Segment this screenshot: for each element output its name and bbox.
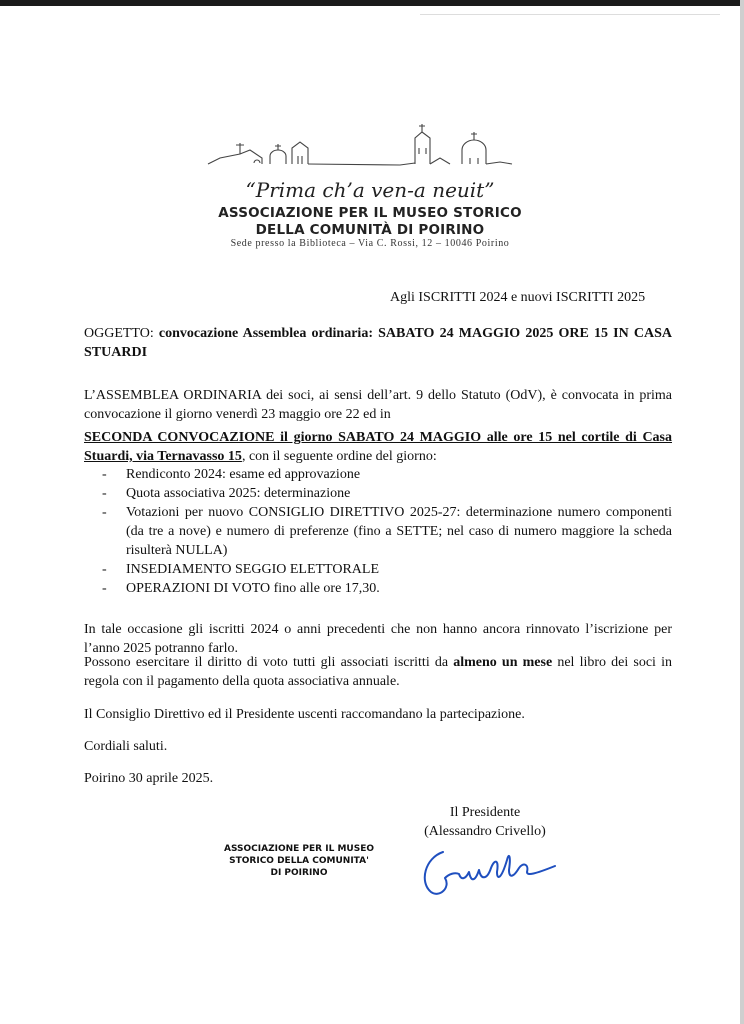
subject-label: OGGETTO: <box>84 326 159 341</box>
letterhead-seat-address: Sede presso la Biblioteca – Via C. Rossi, 12 – 10046 Poirino <box>230 238 510 249</box>
agenda-item: - Rendiconto 2024: esame ed approvazione <box>84 465 672 484</box>
agenda-item: - INSEDIAMENTO SEGGIO ELETTORALE <box>84 560 672 579</box>
agenda-item: - OPERAZIONI DI VOTO fino alle ore 17,30. <box>84 579 672 598</box>
second-convocation-tail: , con il seguente ordine del giorno: <box>241 449 437 464</box>
handwritten-signature <box>415 838 575 900</box>
subject-text: convocazione Assemblea ordinaria: SABATO 24 MAGGIO 2025 ORE 15 IN CASA STUARDI <box>84 326 673 360</box>
association-stamp-line3: DI POIRINO <box>270 868 328 878</box>
recipients-line: Agli ISCRITTI 2024 e nuovi ISCRITTI 2025 <box>390 290 646 305</box>
paragraph-voting-right <box>84 653 672 691</box>
letterhead-association-name-line2: DELLA COMUNITÀ DI POIRINO <box>255 222 485 238</box>
voting-right-post: nel libro dei soci in regola con il pagamento della quota associativa annuale. <box>84 655 672 689</box>
second-convocation-text: SECONDA CONVOCAZIONE il giorno SABATO 24 MAGGIO alle ore 15 nel cortile di Casa Stuardi, via Ternavasso 15 <box>84 430 672 464</box>
place-date: Poirino 30 aprile 2025. <box>84 771 214 786</box>
paragraph-renewal: In tale occasione gli iscritti 2024 o anni precedenti che non hanno ancora rinnovato l’iscrizione per l’anno 2025 potranno farlo. <box>84 622 672 656</box>
voting-right-bold: almeno un mese <box>453 655 553 670</box>
agenda-list <box>84 465 672 598</box>
scan-artifact-line <box>420 14 720 15</box>
agenda-item: - Votazioni per nuovo CONSIGLIO DIRETTIVO 2025-27: determinazione numero componenti (da tre a nove) e numero di preferenze (fino a SETTE; nel caso di numero maggiore la scheda risulterà NULLA) <box>84 503 672 560</box>
paragraph-recommendation: Il Consiglio Direttivo ed il Presidente uscenti raccomandano la partecipazione. <box>84 707 525 722</box>
scan-border-right <box>740 0 744 1024</box>
letterhead-motto: “Prima ch’a ven-a neuit” <box>245 178 495 202</box>
closing-greeting: Cordiali saluti. <box>84 739 168 754</box>
subject-line <box>84 324 672 362</box>
paragraph-convocation: L’ASSEMBLEA ORDINARIA dei soci, ai sensi dell’art. 9 dello Statuto (OdV), è convocata in prima convocazione il giorno venerdì 23 maggio ore 22 ed in <box>84 388 672 422</box>
letterhead-association-name-line1: ASSOCIAZIONE PER IL MUSEO STORICO <box>218 205 522 221</box>
signatory-title: Il Presidente <box>449 805 521 820</box>
voting-right-pre: Possono esercitare il diritto di voto tutti gli associati iscritti da <box>84 655 454 670</box>
paragraph-second-convocation <box>84 428 672 466</box>
association-stamp-line1: ASSOCIAZIONE PER IL MUSEO <box>224 844 375 854</box>
association-stamp-line2: STORICO DELLA COMUNITA' <box>229 856 369 866</box>
signatory-name: (Alessandro Crivello) <box>424 824 546 839</box>
agenda-item: - Quota associativa 2025: determinazione <box>84 484 672 503</box>
scan-border-top <box>0 0 744 6</box>
